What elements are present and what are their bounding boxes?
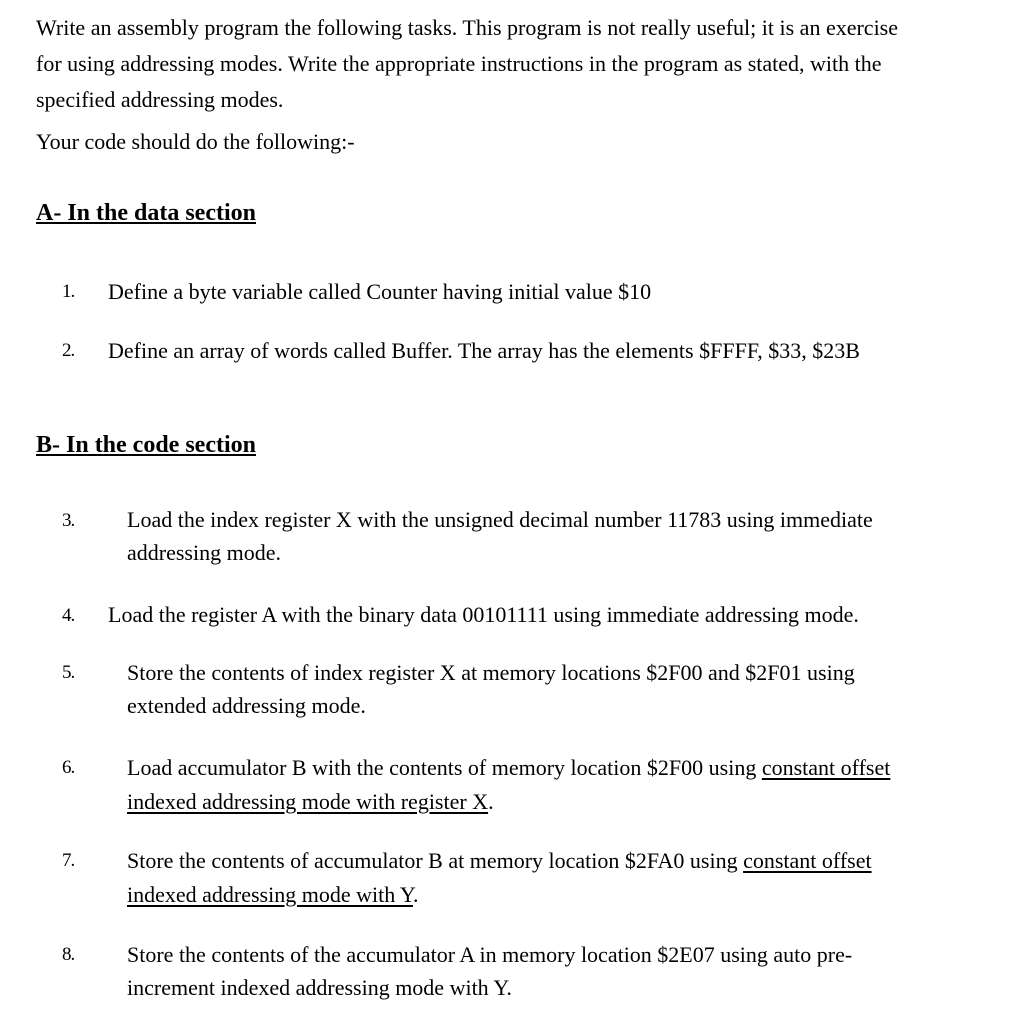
item-7-line-2 [127,878,418,911]
item-8-number: 8. [62,944,75,965]
item-6-line-1-text: Load accumulator B with the contents of memory location $2F00 using [127,755,762,780]
intro-line-1: Write an assembly program the following tasks. This program is not really useful; it is an exercise [36,15,899,40]
intro-line-2: for using addressing modes. Write the appropriate instructions in the program as stated, with the [36,51,882,76]
item-5-line-1: Store the contents of index register X at memory locations $2F00 and $2F01 using [127,660,855,685]
item-3-line-2: addressing mode. [127,540,281,565]
item-7-underlined-phrase-1: constant offset [743,848,872,873]
item-7-line-1-text: Store the contents of accumulator B at memory location $2FA0 using [127,848,744,873]
item-1-text: Define a byte variable called Counter having initial value $10 [108,279,652,304]
item-3-number: 3. [62,510,75,531]
item-5-line-2: extended addressing mode. [127,693,366,718]
section-b-heading: B- In the code section [36,432,256,458]
item-8-line-2: increment indexed addressing mode with Y. [127,975,512,1000]
section-a-heading: A- In the data section [36,200,256,226]
item-2-number: 2. [62,340,75,361]
item-4-number: 4. [62,605,75,626]
item-7-underlined-phrase-2: indexed addressing mode with Y [127,882,413,907]
intro-line-3: specified addressing modes. [36,87,284,112]
item-3-line-1: Load the index register X with the unsigned decimal number 11783 using immediate [127,507,873,532]
item-1-number: 1. [62,281,75,302]
item-6-line-2 [127,785,494,818]
intro-line-4: Your code should do the following:- [36,129,355,154]
item-2-text: Define an array of words called Buffer. The array has the elements $FFFF, $33, $23B [108,338,860,363]
item-7-number: 7. [62,850,75,871]
item-6-line-2-tail: . [488,789,494,814]
item-5-number: 5. [62,662,75,683]
item-6-number: 6. [62,757,75,778]
item-6-underlined-phrase-1: constant offset [761,755,891,780]
item-7-line-2-tail: . [412,882,419,907]
item-8-line-1: Store the contents of the accumulator A in memory location $2E07 using auto pre- [127,942,853,967]
item-4-text: Load the register A with the binary data 00101111 using immediate addressing mode. [108,602,859,627]
item-6-line-1 [127,751,890,784]
item-7-line-1 [127,844,872,877]
item-6-underlined-phrase-2: indexed addressing mode with register X [127,789,489,814]
